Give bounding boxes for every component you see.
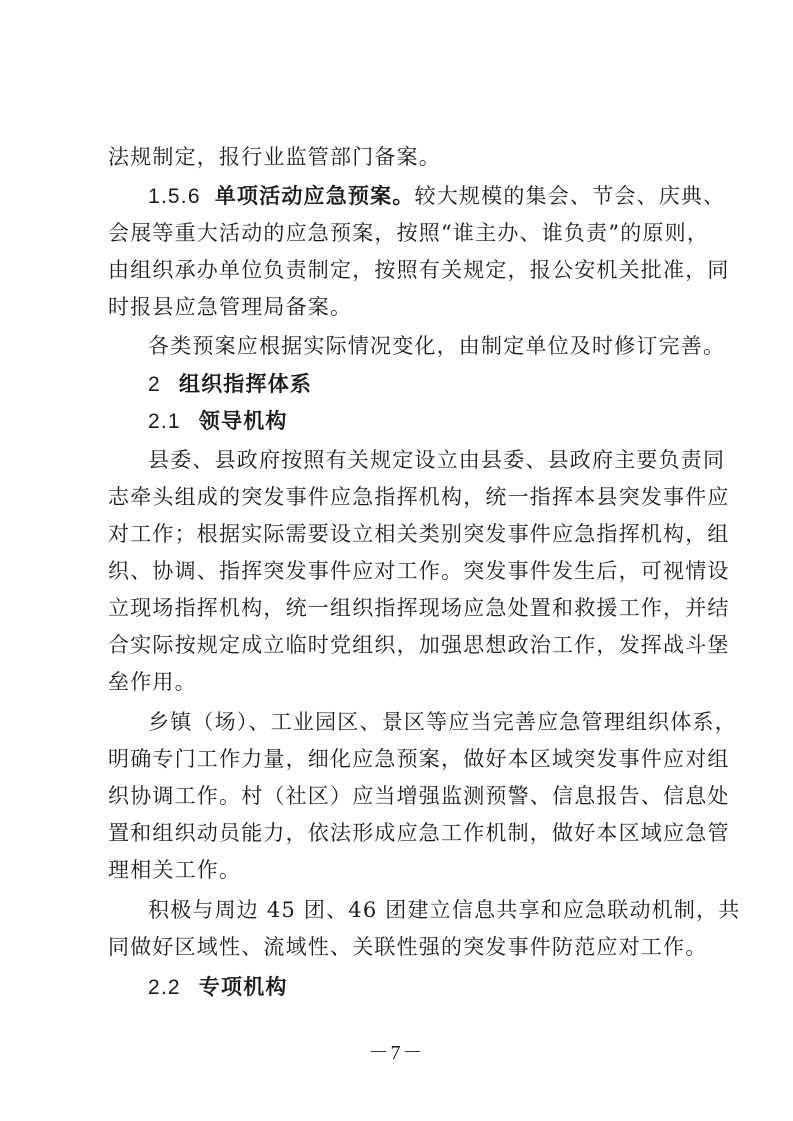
- paragraph-line: [108, 818, 730, 848]
- text: 会展等重大活动的应急预案，按照“谁主办、谁负责”的原则，: [108, 221, 710, 245]
- section-1-5-6-line: [148, 181, 726, 212]
- paragraph-line: [108, 519, 730, 549]
- paragraph-line: [148, 895, 741, 925]
- paragraph-line: [108, 292, 698, 322]
- paragraph-line: [148, 331, 726, 361]
- paragraph-line: [108, 932, 708, 962]
- text: 较大规模的集会、节会、庆典、: [414, 184, 726, 208]
- paragraph-line: [148, 445, 726, 475]
- text: 合实际按规定成立临时党组织，加强思想政治工作，发挥战斗堡: [108, 633, 730, 657]
- section-number: 2.1: [148, 410, 181, 433]
- text: 时报县应急管理局备案。: [108, 295, 353, 319]
- paragraph-line: [108, 255, 730, 285]
- heading-2-1: [148, 406, 698, 437]
- section-title: 领导机构: [198, 408, 288, 433]
- text: 立现场指挥机构，统一组织指挥现场应急处置和救援工作，并结: [108, 596, 730, 620]
- paragraph-line: [108, 142, 698, 172]
- paragraph-line: [108, 667, 698, 697]
- section-number: 2.2: [148, 976, 181, 999]
- text: 由组织承办单位负责制定，按照有关规定，报公安机关批准，同: [108, 258, 730, 282]
- paragraph-line: [108, 781, 730, 811]
- text: 法规制定，报行业监管部门备案。: [108, 145, 441, 169]
- text: 对工作；根据实际需要设立相关类别突发事件应急指挥机构，组: [108, 522, 730, 546]
- text: 志牵头组成的突发事件应急指挥机构，统一指挥本县突发事件应: [108, 485, 730, 509]
- text: 明确专门工作力量，细化应急预案，做好本区域突发事件应对组: [108, 747, 730, 771]
- section-heading: 单项活动应急预案。: [214, 183, 415, 208]
- text: 同做好区域性、流域性、关联性强的突发事件防范应对工作。: [108, 935, 708, 959]
- text: 各类预案应根据实际情况变化，由制定单位及时修订完善。: [148, 334, 726, 358]
- paragraph-line: [108, 630, 730, 660]
- section-number: 1.5.6: [148, 185, 201, 208]
- paragraph-line: [108, 482, 730, 512]
- section-number: 2: [148, 373, 161, 396]
- page-number: －7－: [368, 1042, 425, 1064]
- section-title: 专项机构: [198, 974, 288, 999]
- paragraph-line: [108, 218, 710, 248]
- text: 县委、县政府按照有关规定设立由县委、县政府主要负责同: [148, 448, 726, 472]
- text: 乡镇（场）、工业园区、景区等应当完善应急管理组织体系，: [148, 710, 737, 734]
- paragraph-line: [108, 593, 730, 623]
- paragraph-line: [108, 855, 698, 885]
- text: 织、协调、指挥突发事件应对工作。突发事件发生后，可视情设: [108, 559, 730, 583]
- paragraph-line: [108, 744, 730, 774]
- section-title: 组织指挥体系: [178, 371, 313, 396]
- heading-2-2: [148, 972, 698, 1003]
- text: 织协调工作。村（社区）应当增强监测预警、信息报告、信息处: [108, 784, 730, 808]
- text: 理相关工作。: [108, 858, 242, 882]
- text: 积极与周边 45 团、46 团建立信息共享和应急联动机制，共: [148, 898, 741, 922]
- text: 置和组织动员能力，依法形成应急工作机制，做好本区域应急管: [108, 821, 730, 845]
- paragraph-line: [148, 707, 737, 737]
- text: 垒作用。: [108, 670, 197, 694]
- paragraph-line: [108, 556, 730, 586]
- heading-2: [148, 369, 698, 400]
